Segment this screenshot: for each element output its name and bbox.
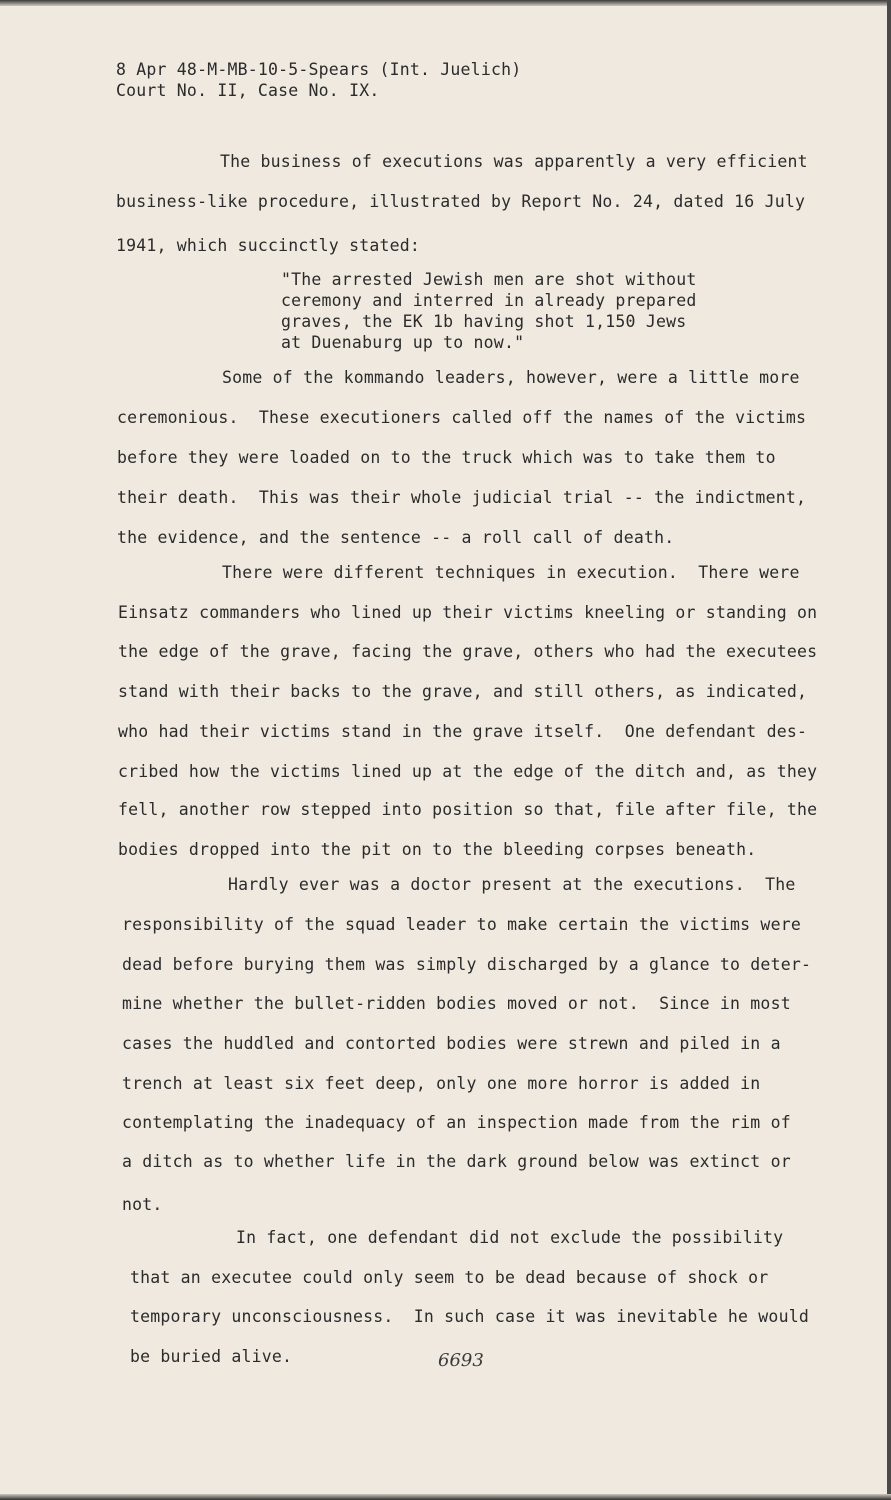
header-reference: 8 Apr 48-M-MB-10-5-Spears (Int. Juelich) xyxy=(116,60,522,79)
paragraph-line: trench at least six feet deep, only one more horror is added in xyxy=(122,1074,761,1093)
paragraph-line: responsibility of the squad leader to make certain the victims were xyxy=(122,915,801,934)
scan-edge-right xyxy=(887,0,891,1500)
paragraph-line: The business of executions was apparently a very efficient xyxy=(220,152,808,171)
paragraph-line: In fact, one defendant did not exclude the possibility xyxy=(236,1228,784,1247)
quote-line: at Duenaburg up to now." xyxy=(281,333,525,352)
paragraph-line: bodies dropped into the pit on to the bleeding corpses beneath. xyxy=(118,840,757,859)
paragraph-line: stand with their backs to the grave, and still others, as indicated, xyxy=(118,682,808,701)
paragraph-line: before they were loaded on to the truck which was to take them to xyxy=(117,448,776,467)
paragraph-line: business-like procedure, illustrated by Report No. 24, dated 16 July xyxy=(116,192,806,211)
paragraph-line: be buried alive. xyxy=(130,1347,293,1366)
paragraph-line: their death. This was their whole judicial trial -- the indictment, xyxy=(117,488,807,507)
paragraph-line: Some of the kommando leaders, however, were a little more xyxy=(222,368,800,387)
paragraph-line: a ditch as to whether life in the dark ground below was extinct or xyxy=(122,1152,791,1171)
paragraph-line: who had their victims stand in the grave itself. One defendant des- xyxy=(118,722,808,741)
paragraph-line: There were different techniques in execution. There were xyxy=(222,563,800,582)
paragraph-line: cases the huddled and contorted bodies were strewn and piled in a xyxy=(122,1034,781,1053)
paragraph-line: Einsatz commanders who lined up their victims kneeling or standing on xyxy=(118,603,818,622)
paragraph-line: the edge of the grave, facing the grave, others who had the executees xyxy=(118,642,818,661)
scan-edge-bottom xyxy=(0,1494,891,1500)
quote-line: "The arrested Jewish men are shot without xyxy=(281,270,697,289)
paragraph-line: not. xyxy=(122,1195,163,1214)
scan-edge-top xyxy=(0,0,891,6)
paragraph-line: fell, another row stepped into position so that, file after file, the xyxy=(118,800,818,819)
paragraph-line: mine whether the bullet-ridden bodies moved or not. Since in most xyxy=(122,994,791,1013)
paragraph-line: cribed how the victims lined up at the edge of the ditch and, as they xyxy=(118,762,818,781)
paragraph-line: dead before burying them was simply discharged by a glance to deter- xyxy=(122,955,812,974)
quote-line: ceremony and interred in already prepared xyxy=(281,291,697,310)
paragraph-line: temporary unconsciousness. In such case it was inevitable he would xyxy=(130,1307,809,1326)
paragraph-line: contemplating the inadequacy of an inspection made from the rim of xyxy=(122,1113,791,1132)
header-court: Court No. II, Case No. IX. xyxy=(116,81,380,100)
paragraph-line: ceremonious. These executioners called off the names of the victims xyxy=(117,408,807,427)
paragraph-line: 1941, which succinctly stated: xyxy=(116,236,421,255)
paragraph-line: the evidence, and the sentence -- a roll call of death. xyxy=(117,528,675,547)
paragraph-line: Hardly ever was a doctor present at the executions. The xyxy=(228,875,796,894)
quote-line: graves, the EK 1b having shot 1,150 Jews xyxy=(281,312,687,331)
paragraph-line: that an executee could only seem to be dead because of shock or xyxy=(130,1268,769,1287)
page-number: 6693 xyxy=(438,1350,484,1371)
